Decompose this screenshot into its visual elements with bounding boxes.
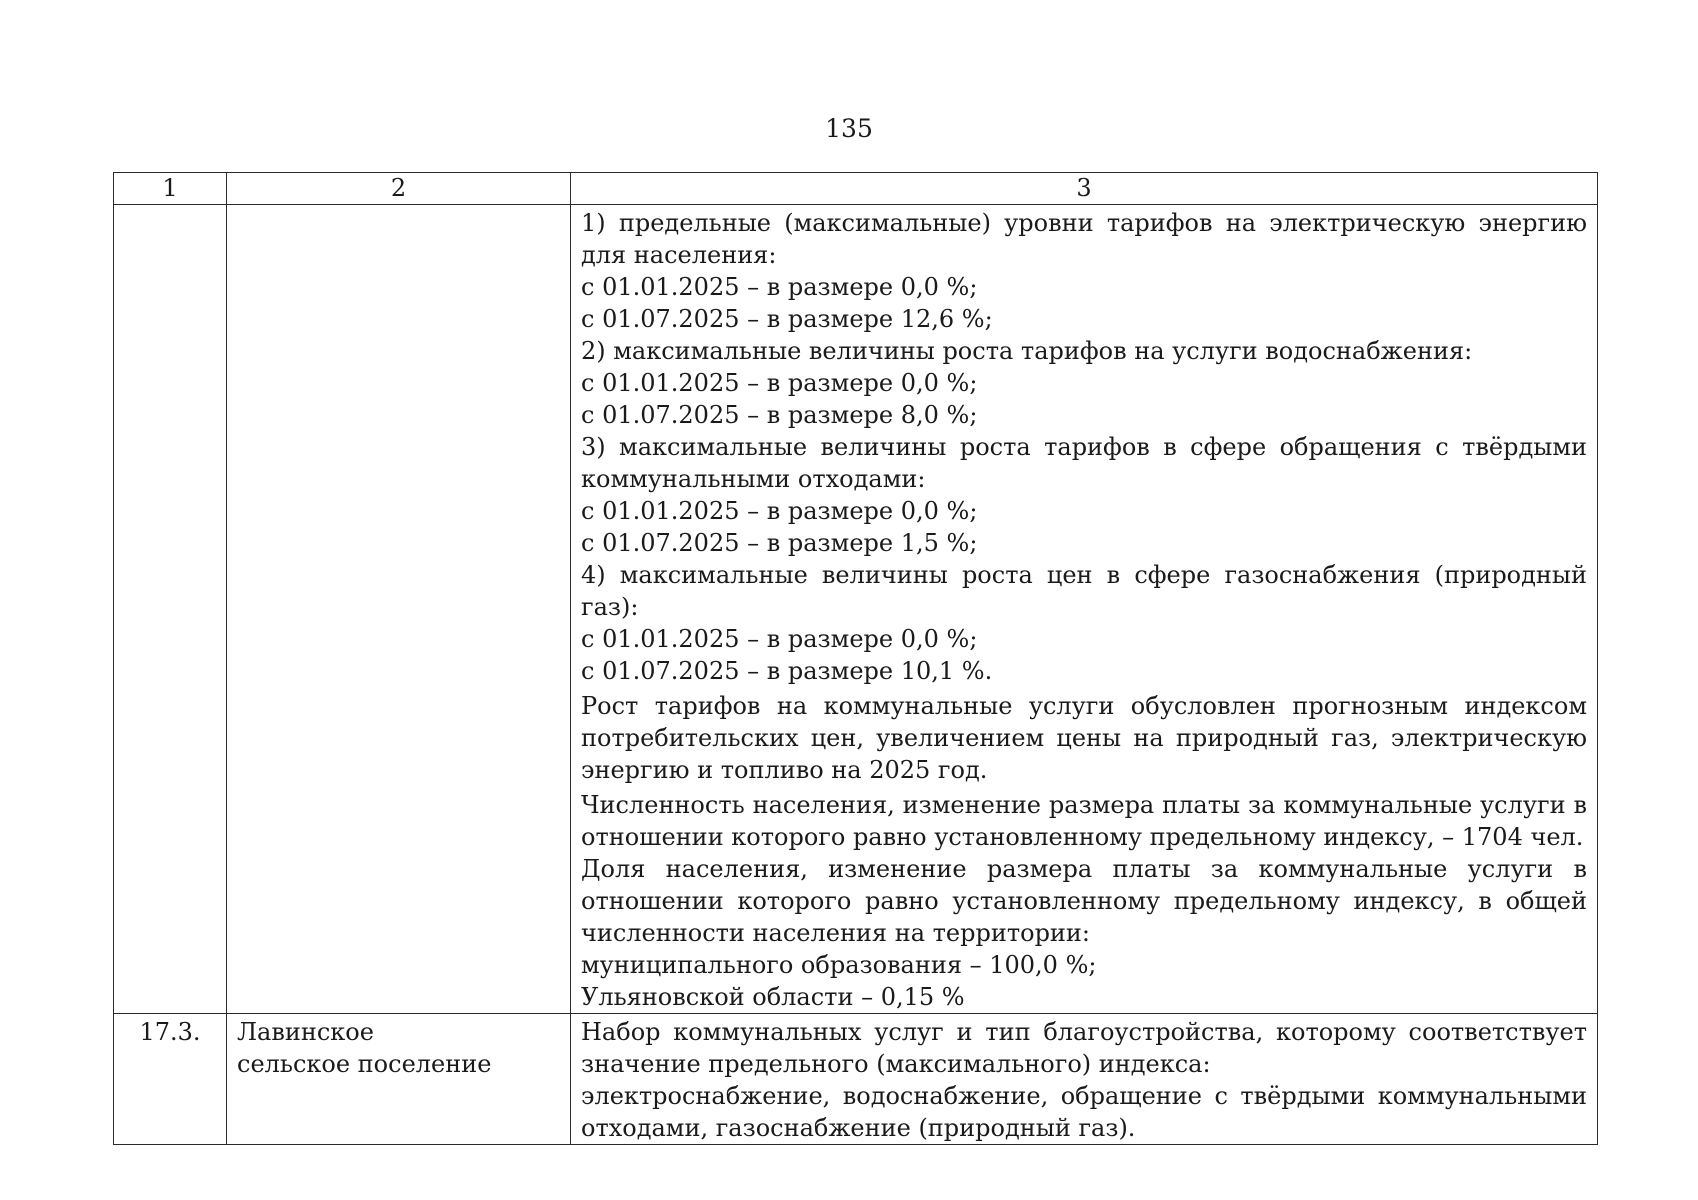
tariff-rate-line: с 01.07.2025 – в размере 12,6 %; xyxy=(581,305,993,333)
tariff-rate-line: с 01.01.2025 – в размере 0,0 %; xyxy=(581,273,978,301)
waste-tariff-heading: 3) максимальные величины роста тарифов в сфере обращения с твёрдыми коммунальными отходами: xyxy=(581,433,1587,493)
share-municipal-line: муниципального образования – 100,0 %; xyxy=(581,951,1097,979)
growth-reason-paragraph: Рост тарифов на коммунальные услуги обусловлен прогнозным индексом потребительских цен, увеличением цены на природный газ, электрическую энергию и топливо на 2025 год. xyxy=(581,692,1587,784)
settlement-type-line: сельское поселение xyxy=(237,1050,492,1078)
services-intro-paragraph: Набор коммунальных услуг и тип благоустройства, которому соответствует значение предельного (максимального) индекса: xyxy=(581,1018,1587,1078)
table-row xyxy=(114,1014,1598,1145)
population-share-paragraph: Доля населения, изменение размера платы за коммунальные услуги в отношении которого равно установленному предельному индексу, в общей численности населения на территории: xyxy=(581,855,1587,947)
tariff-rate-line: с 01.01.2025 – в размере 0,0 %; xyxy=(581,369,978,397)
services-list-paragraph: электроснабжение, водоснабжение, обращение с твёрдыми коммунальными отходами, газоснабжение (природный газ). xyxy=(581,1082,1587,1142)
table-row xyxy=(114,205,1598,1014)
gas-price-heading: 4) максимальные величины роста цен в сфере газоснабжения (природный газ): xyxy=(581,561,1587,621)
tariff-table xyxy=(113,172,1598,1145)
column-header-3: 3 xyxy=(571,173,1598,205)
tariff-rate-line: с 01.07.2025 – в размере 1,5 %; xyxy=(581,529,978,557)
water-tariff-heading: 2) максимальные величины роста тарифов на услуги водоснабжения: xyxy=(581,337,1473,365)
settlement-name-cell xyxy=(227,1014,571,1145)
column-header-2: 2 xyxy=(227,173,571,205)
settlement-name-line: Лавинское xyxy=(237,1018,374,1046)
tariff-details-cell xyxy=(571,205,1598,1014)
tariff-rate-line: с 01.01.2025 – в размере 0,0 %; xyxy=(581,625,978,653)
services-cell xyxy=(571,1014,1598,1145)
population-count-paragraph: Численность населения, изменение размера платы за коммунальные услуги в отношении которого равно установленному предельному индексу, – 1704 чел. xyxy=(581,791,1587,851)
tariff-rate-line: с 01.01.2025 – в размере 0,0 %; xyxy=(581,497,978,525)
electricity-tariff-heading: 1) предельные (максимальные) уровни тарифов на электрическую энергию для населения: xyxy=(581,209,1587,269)
row-number-cell xyxy=(114,205,227,1014)
tariff-rate-line: с 01.07.2025 – в размере 10,1 %. xyxy=(581,657,993,685)
column-header-1: 1 xyxy=(114,173,227,205)
share-region-line: Ульяновской области – 0,15 % xyxy=(581,983,965,1011)
page-number: 135 xyxy=(825,114,873,143)
table-header-row xyxy=(114,173,1598,205)
row-number-cell: 17.3. xyxy=(114,1014,227,1145)
settlement-name-cell xyxy=(227,205,571,1014)
tariff-rate-line: с 01.07.2025 – в размере 8,0 %; xyxy=(581,401,978,429)
